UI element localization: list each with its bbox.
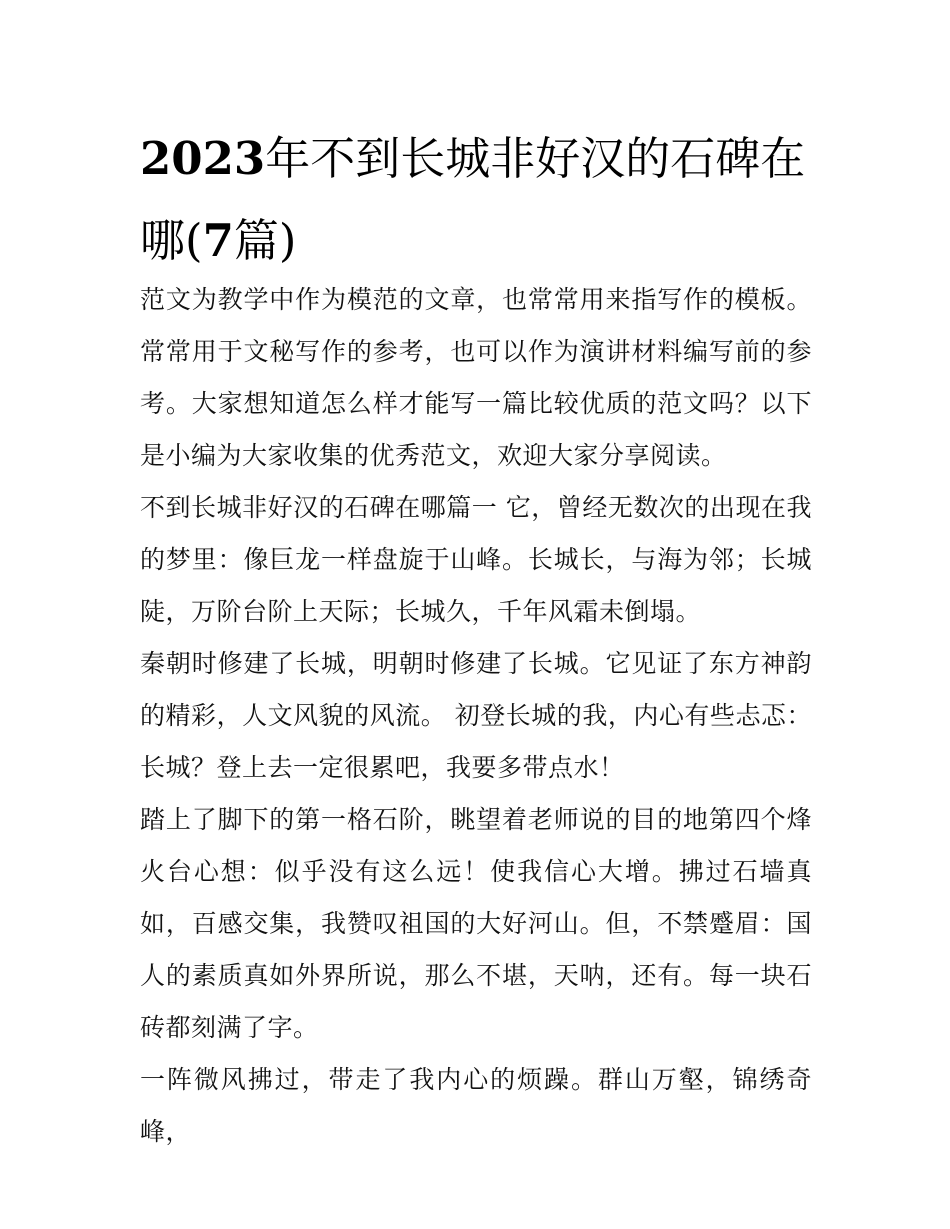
title-main: 年不到长城非好汉的石碑在哪(: [140, 132, 806, 267]
document-body: [140, 274, 812, 1158]
paragraph-history: 秦朝时修建了长城，明朝时修建了长城。它见证了东方神韵的精彩，人文风貌的风流。 初登长城的我，内心有些忐忑：长城？登上去一定很累吧，我要多带点水！: [140, 649, 812, 782]
paragraph-breeze: 一阵微风拂过，带走了我内心的烦躁。群山万壑，锦绣奇峰，: [140, 1065, 812, 1146]
title-year: 2023: [140, 132, 266, 185]
title-count: 7: [202, 214, 234, 267]
document-title: [140, 118, 820, 282]
title-suffix: 篇): [233, 214, 297, 267]
paragraph-climb: 踏上了脚下的第一格石阶，眺望着老师说的目的地第四个烽火台心想：似乎没有这么远！使我信心大增。拂过石墙真如，百感交集，我赞叹祖国的大好河山。但，不禁蹙眉：国人的素质真如外界所说，那么不堪，天呐，还有。每一块石砖都刻满了字。: [140, 805, 812, 1042]
paragraph-essay-one-opening: 不到长城非好汉的石碑在哪篇一 它，曾经无数次的出现在我的梦里：像巨龙一样盘旋于山峰。长城长，与海为邻；长城陡，万阶台阶上天际；长城久，千年风霜未倒塌。: [140, 493, 812, 626]
paragraph-intro: 范文为教学中作为模范的文章，也常常用来指写作的模板。常常用于文秘写作的参考，也可以作为演讲材料编写前的参考。大家想知道怎么样才能写一篇比较优质的范文吗？以下是小编为大家收集的优秀范文，欢迎大家分享阅读。: [140, 285, 812, 470]
